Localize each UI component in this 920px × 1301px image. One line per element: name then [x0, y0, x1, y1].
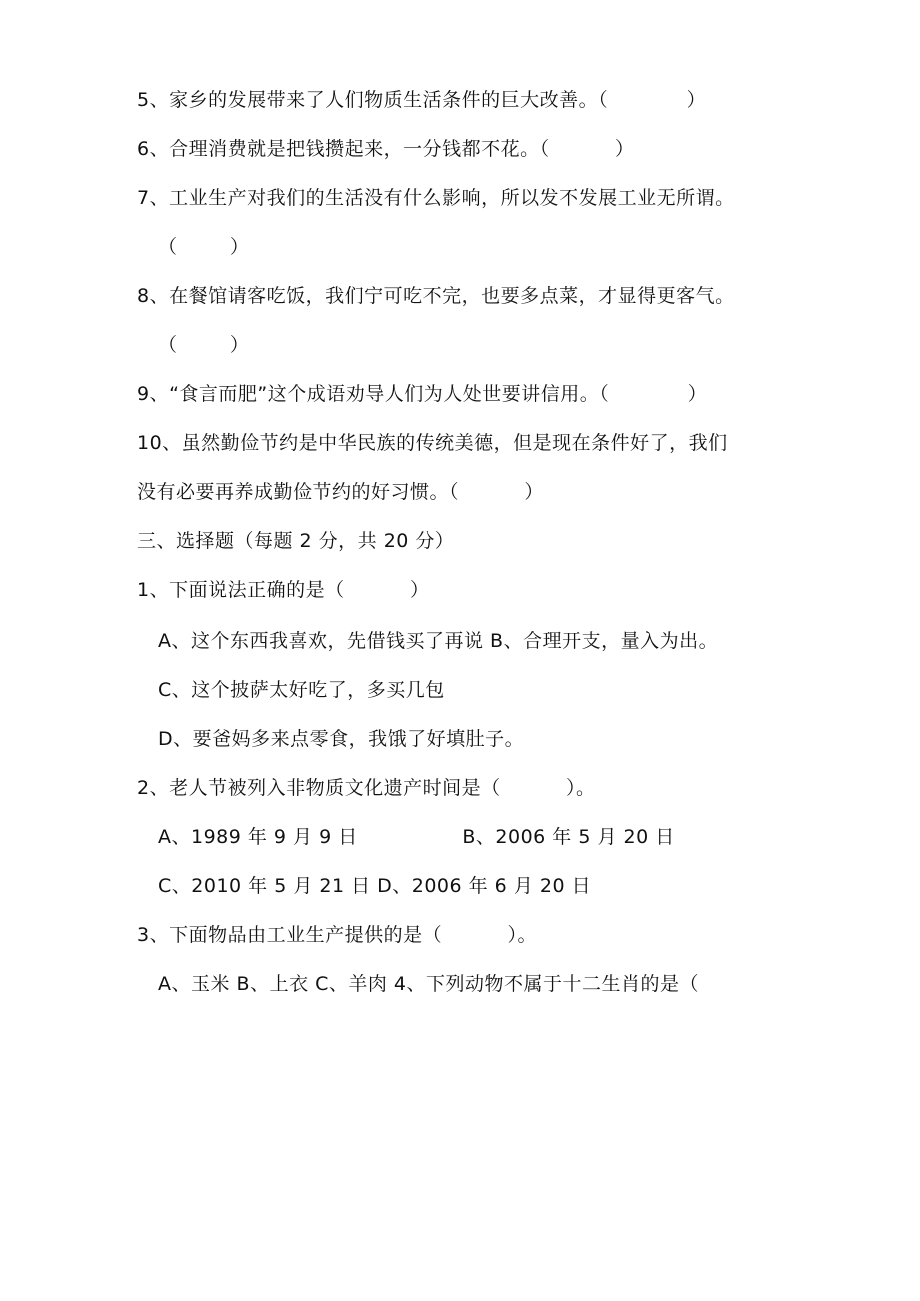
question-10-cont: 没有必要再养成勤俭节约的好习惯。（ ） — [137, 481, 544, 503]
choice-1-option-d: D、要爸妈多来点零食，我饿了好填肚子。 — [158, 728, 525, 750]
choice-question-2: 2、老人节被列入非物质文化遗产时间是（ ）。 — [137, 777, 596, 799]
question-7: 7、工业生产对我们的生活没有什么影响，所以发不发展工业无所谓。 — [137, 187, 735, 209]
question-8: 8、在餐馆请客吃饭，我们宁可吃不完，也要多点菜，才显得更客气。 — [137, 285, 735, 307]
question-9: 9、“食言而肥”这个成语劝导人们为人处世要讲信用。（ ） — [137, 383, 708, 405]
choice-question-1: 1、下面说法正确的是（ ） — [137, 579, 430, 601]
question-8-answer: （ ） — [158, 334, 250, 356]
question-5: 5、家乡的发展带来了人们物质生活条件的巨大改善。（ ） — [137, 89, 707, 111]
question-6: 6、合理消费就是把钱攒起来，一分钱都不花。（ ） — [137, 138, 635, 160]
question-7-answer: （ ） — [158, 236, 250, 258]
choice-2-option-cd: C、2010 年 5 月 21 日 D、2006 年 6 月 20 日 — [158, 875, 592, 897]
choice-2-option-ab: A、1989 年 9 月 9 日 B、2006 年 5 月 20 日 — [158, 826, 675, 848]
choice-question-3: 3、下面物品由工业生产提供的是（ ）。 — [137, 924, 537, 946]
choice-3-options: A、玉米 B、上衣 C、羊肉 4、下列动物不属于十二生肖的是（ — [158, 973, 700, 995]
choice-1-option-ab: A、这个东西我喜欢，先借钱买了再说 B、合理开支，量入为出。 — [158, 630, 719, 652]
section-heading: 三、选择题（每题 2 分，共 20 分） — [137, 530, 455, 552]
question-10: 10、虽然勤俭节约是中华民族的传统美德，但是现在条件好了，我们 — [137, 432, 728, 454]
choice-1-option-c: C、这个披萨太好吃了，多买几包 — [158, 679, 445, 701]
